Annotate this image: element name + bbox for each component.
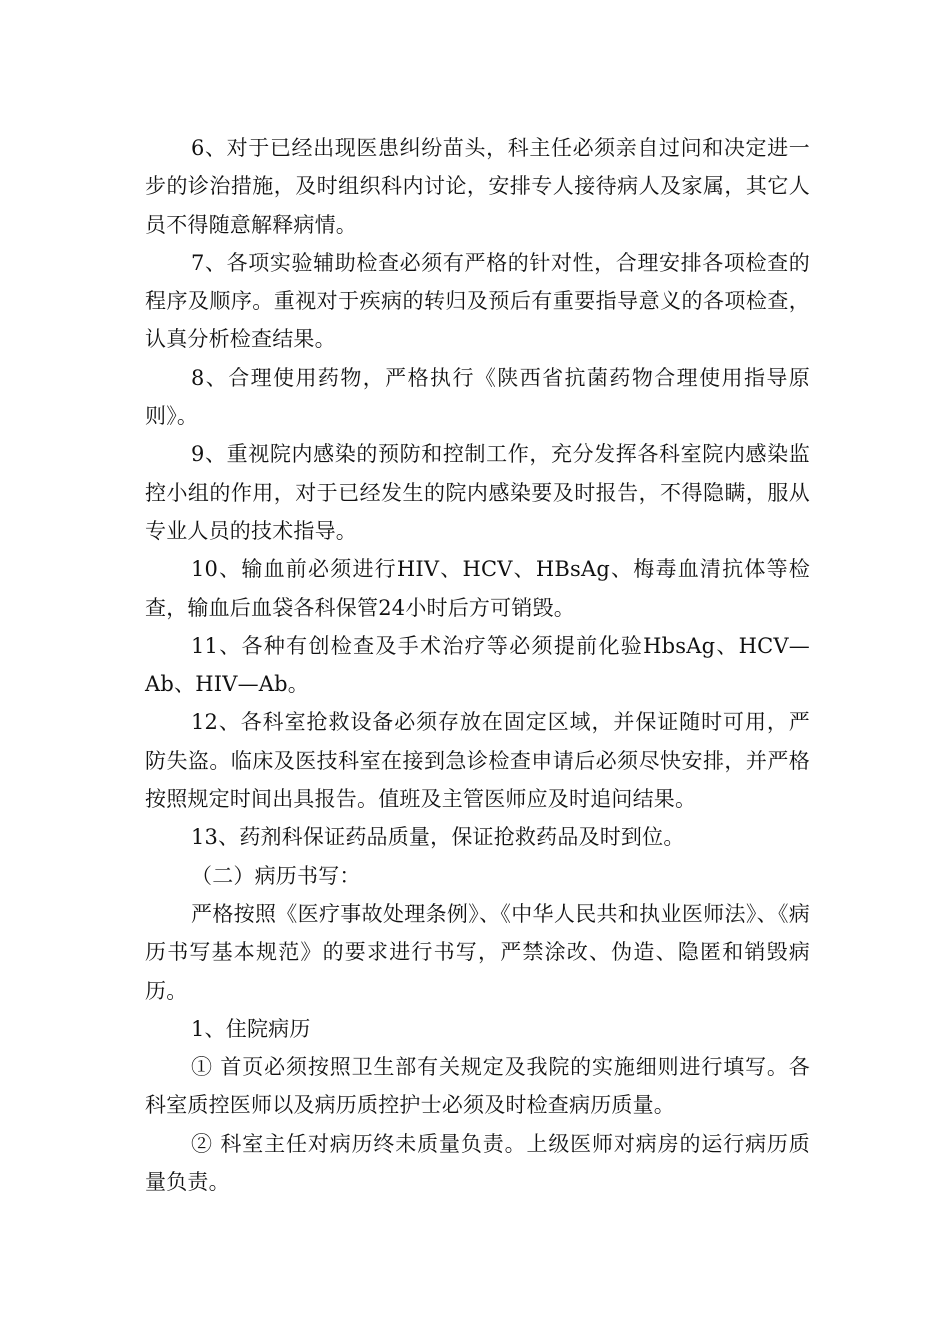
paragraph-item-8: 8、合理使用药物，严格执行《陕西省抗菌药物合理使用指导原则》。 xyxy=(145,365,810,429)
paragraph-item-circled-1: ① 首页必须按照卫生部有关规定及我院的实施细则进行填写。各科室质控医师以及病历质控护士必须及时检查病历质量。 xyxy=(145,1055,810,1118)
paragraph-item-13: 13、药剂科保证药品质量，保证抢救药品及时到位。 xyxy=(191,825,685,850)
paragraph-item-9: 9、重视院内感染的预防和控制工作，充分发挥各科室院内感染监控小组的作用，对于已经发生的院内感染要及时报告，不得隐瞒，服从专业人员的技术指导。 xyxy=(145,442,810,543)
paragraph-item-10: 10、输血前必须进行HIV、HCV、HBsAg、梅毒血清抗体等检查，输血后血袋各科保管24小时后方可销毁。 xyxy=(145,557,810,620)
subheading-inpatient-records: 1、住院病历 xyxy=(191,1016,311,1041)
document-page xyxy=(145,129,810,1201)
paragraph-records-intro: 严格按照《医疗事故处理条例》、《中华人民共和执业医师法》、《病历书写基本规范》的要求进行书写，严禁涂改、伪造、隐匿和销毁病历。 xyxy=(145,901,810,1003)
paragraph-item-11: 11、各种有创检查及手术治疗等必须提前化验HbsAg、HCV—Ab、HIV—Ab。 xyxy=(145,633,810,697)
paragraph-item-12: 12、各科室抢救设备必须存放在固定区域，并保证随时可用，严防失盗。临床及医技科室在接到急诊检查申请后必须尽快安排，并严格按照规定时间出具报告。值班及主管医师应及时追问结果。 xyxy=(145,710,810,812)
section-heading-medical-records: （二）病历书写： xyxy=(191,863,361,888)
paragraph-item-circled-2: ② 科室主任对病历终未质量负责。上级医师对病房的运行病历质量负责。 xyxy=(145,1131,810,1195)
paragraph-item-7: 7、各项实验辅助检查必须有严格的针对性，合理安排各项检查的程序及顺序。重视对于疾病的转归及预后有重要指导意义的各项检查，认真分析检查结果。 xyxy=(145,250,810,352)
paragraph-item-6: 6、对于已经出现医患纠纷苗头，科主任必须亲自过问和决定进一步的诊治措施，及时组织科内讨论，安排专人接待病人及家属，其它人员不得随意解释病情。 xyxy=(145,136,810,237)
